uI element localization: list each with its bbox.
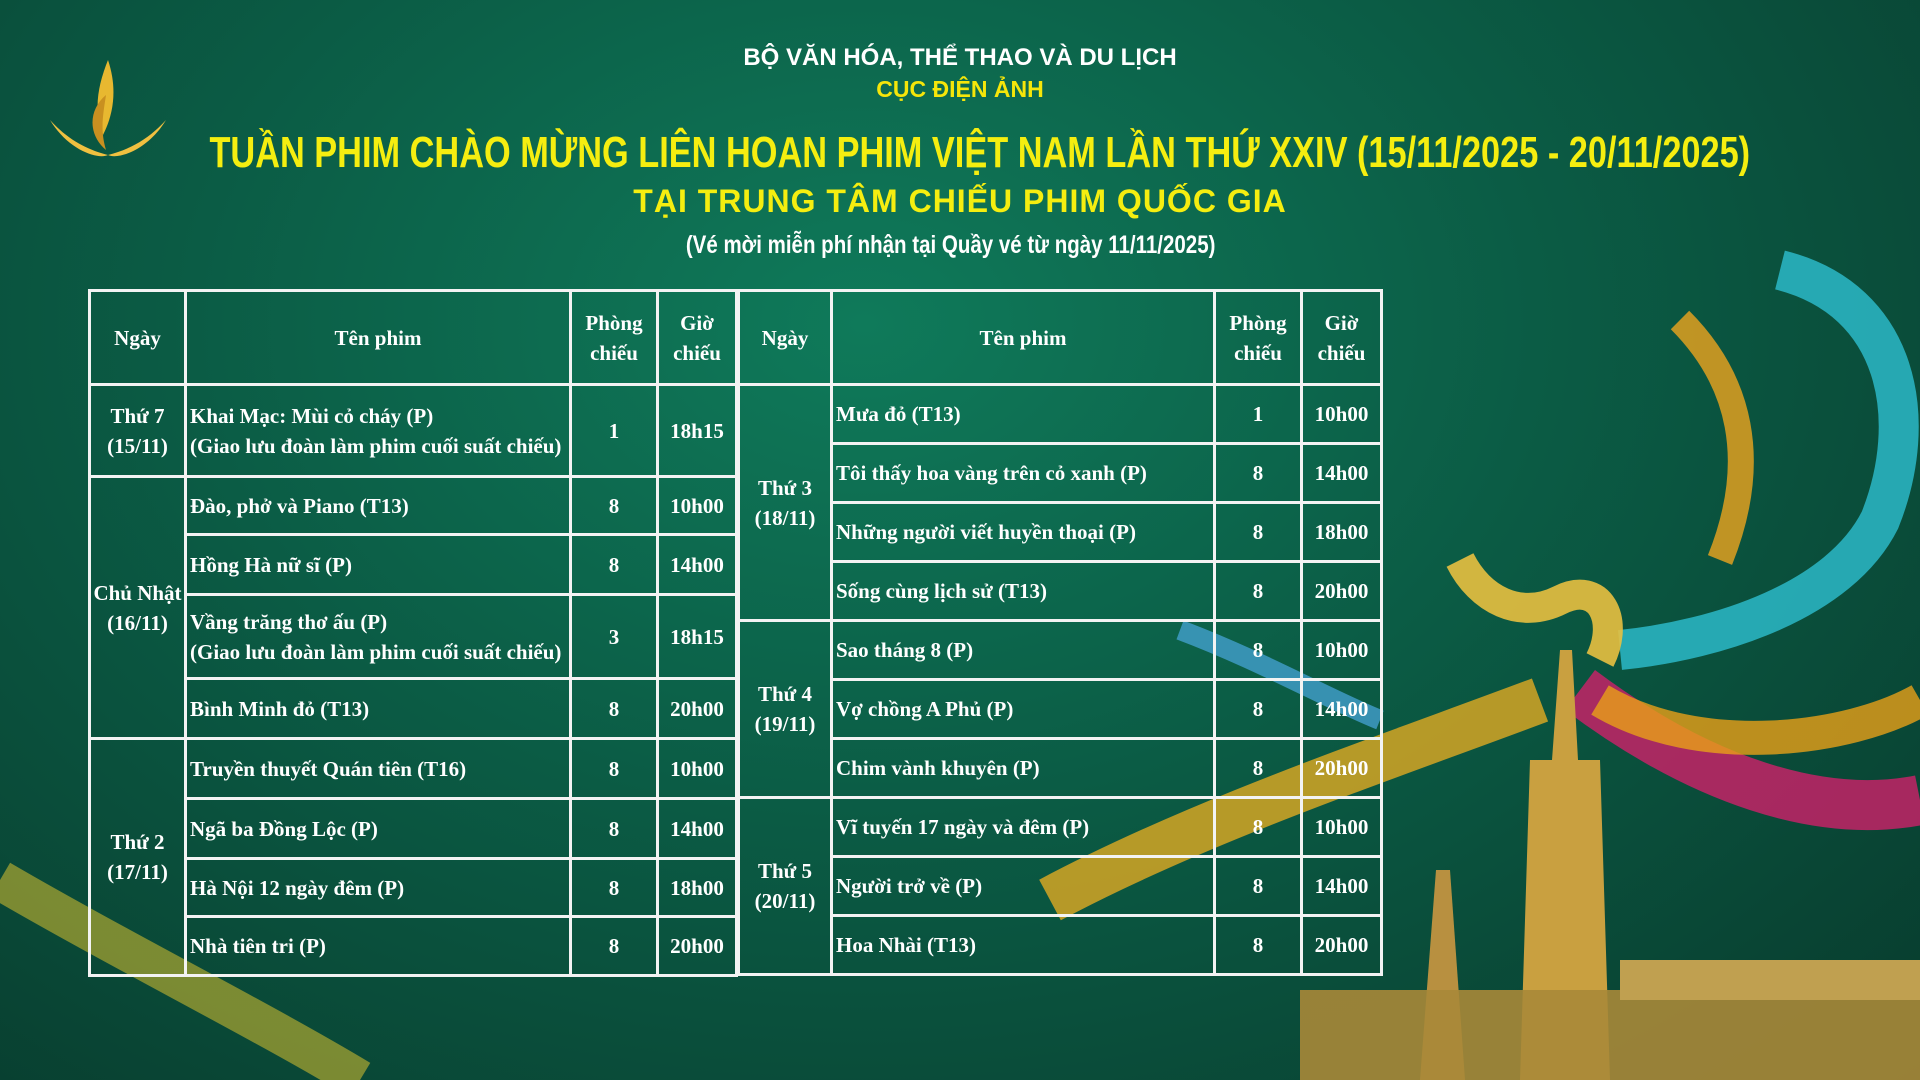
time-cell: 18h00 xyxy=(1302,503,1382,562)
room-cell: 8 xyxy=(1215,503,1302,562)
col-header-day: Ngày xyxy=(739,291,832,385)
page-title: TUẦN PHIM CHÀO MỪNG LIÊN HOAN PHIM VIỆT NAM LẦN THỨ XXIV (15/11/2025 - 20/11/2025) xyxy=(209,128,1751,177)
room-cell: 8 xyxy=(1215,444,1302,503)
film-name: Hà Nội 12 ngày đêm (P) xyxy=(190,875,405,900)
film-cell xyxy=(186,799,571,859)
film-name: Đào, phở và Piano (T13) xyxy=(190,493,409,518)
film-name: Khai Mạc: Mùi cỏ cháy (P) xyxy=(190,403,434,428)
room-cell: 8 xyxy=(1215,739,1302,798)
room-cell: 3 xyxy=(571,595,658,679)
table-row xyxy=(739,798,1382,857)
day-cell: Chủ Nhật (16/11) xyxy=(90,477,186,739)
time-cell: 10h00 xyxy=(658,477,737,535)
film-cell xyxy=(832,444,1215,503)
film-cell xyxy=(832,680,1215,739)
table-row xyxy=(739,385,1382,444)
time-cell: 20h00 xyxy=(1302,916,1382,975)
day-cell: Thứ 2 (17/11) xyxy=(90,739,186,976)
day-cell: Thứ 7 (15/11) xyxy=(90,385,186,477)
table-row xyxy=(739,444,1382,503)
film-note: (Giao lưu đoàn làm phim cuối suất chiếu) xyxy=(190,639,562,664)
venue-subtitle: TẠI TRUNG TÂM CHIẾU PHIM QUỐC GIA xyxy=(633,183,1287,219)
film-cell xyxy=(832,798,1215,857)
day-cell: Thứ 5 (20/11) xyxy=(739,798,832,975)
table-row xyxy=(739,857,1382,916)
room-cell: 8 xyxy=(571,679,658,739)
film-cell xyxy=(186,595,571,679)
table-row xyxy=(90,799,737,859)
ministry-name: BỘ VĂN HÓA, THỂ THAO VÀ DU LỊCH xyxy=(743,44,1177,71)
time-cell: 10h00 xyxy=(658,739,737,799)
film-name: Hồng Hà nữ sĩ (P) xyxy=(190,552,352,577)
film-cell xyxy=(832,857,1215,916)
col-header-time: Giờ chiếu xyxy=(658,291,737,385)
col-header-film: Tên phim xyxy=(186,291,571,385)
film-cell xyxy=(186,739,571,799)
table-row xyxy=(739,680,1382,739)
schedule-table-left xyxy=(88,289,738,977)
film-cell xyxy=(832,562,1215,621)
film-note: (Giao lưu đoàn làm phim cuối suất chiếu) xyxy=(190,433,562,458)
time-cell: 10h00 xyxy=(1302,385,1382,444)
time-cell: 20h00 xyxy=(658,917,737,976)
table-row xyxy=(90,859,737,917)
room-cell: 8 xyxy=(571,917,658,976)
table-row xyxy=(739,562,1382,621)
table-row xyxy=(739,503,1382,562)
col-header-time: Giờ chiếu xyxy=(1302,291,1382,385)
film-name: Truyền thuyết Quán tiên (T16) xyxy=(190,756,467,781)
room-cell: 8 xyxy=(1215,916,1302,975)
film-cell xyxy=(186,917,571,976)
film-name: Sống cùng lịch sử (T13) xyxy=(836,579,1047,603)
film-cell xyxy=(832,916,1215,975)
table-row xyxy=(90,385,737,477)
film-name: Ngã ba Đồng Lộc (P) xyxy=(190,816,378,841)
table-row xyxy=(90,477,737,535)
schedule-table-right xyxy=(737,289,1383,976)
room-cell: 1 xyxy=(1215,385,1302,444)
table-row xyxy=(90,679,737,739)
time-cell: 14h00 xyxy=(1302,444,1382,503)
time-cell: 14h00 xyxy=(658,535,737,595)
film-name: Mưa đỏ (T13) xyxy=(836,402,961,426)
col-header-room: Phòng chiếu xyxy=(1215,291,1302,385)
ticket-note: (Vé mời miễn phí nhận tại Quầy vé từ ngày 11/11/2025) xyxy=(685,231,1216,259)
time-cell: 20h00 xyxy=(1302,739,1382,798)
room-cell: 8 xyxy=(571,477,658,535)
department-name: CỤC ĐIỆN ẢNH xyxy=(876,76,1044,102)
time-cell: 14h00 xyxy=(1302,857,1382,916)
time-cell: 18h15 xyxy=(658,385,737,477)
time-cell: 10h00 xyxy=(1302,798,1382,857)
time-cell: 14h00 xyxy=(1302,680,1382,739)
film-name: Vĩ tuyến 17 ngày và đêm (P) xyxy=(836,815,1090,839)
table-row xyxy=(739,621,1382,680)
table-row xyxy=(90,917,737,976)
time-cell: 18h00 xyxy=(658,859,737,917)
table-row xyxy=(90,739,737,799)
film-cell xyxy=(832,503,1215,562)
film-name: Chim vành khuyên (P) xyxy=(836,756,1040,780)
time-cell: 20h00 xyxy=(1302,562,1382,621)
room-cell: 8 xyxy=(1215,562,1302,621)
time-cell: 20h00 xyxy=(658,679,737,739)
room-cell: 8 xyxy=(1215,798,1302,857)
col-header-room: Phòng chiếu xyxy=(571,291,658,385)
table-row xyxy=(90,535,737,595)
film-cell xyxy=(186,679,571,739)
table-row xyxy=(739,916,1382,975)
film-name: Những người viết huyền thoại (P) xyxy=(836,520,1136,544)
film-name: Người trở về (P) xyxy=(836,874,983,898)
film-cell xyxy=(186,859,571,917)
room-cell: 8 xyxy=(1215,680,1302,739)
film-cell xyxy=(832,385,1215,444)
film-name: Vợ chồng A Phủ (P) xyxy=(836,697,1014,721)
time-cell: 10h00 xyxy=(1302,621,1382,680)
film-name: Tôi thấy hoa vàng trên cỏ xanh (P) xyxy=(836,461,1147,485)
film-name: Vầng trăng thơ ấu (P) xyxy=(190,609,388,634)
time-cell: 18h15 xyxy=(658,595,737,679)
film-name: Hoa Nhài (T13) xyxy=(836,933,977,957)
room-cell: 8 xyxy=(571,799,658,859)
col-header-film: Tên phim xyxy=(832,291,1215,385)
film-cell xyxy=(186,385,571,477)
col-header-day: Ngày xyxy=(90,291,186,385)
film-cell xyxy=(186,535,571,595)
day-cell: Thứ 3 (18/11) xyxy=(739,385,832,621)
room-cell: 8 xyxy=(571,535,658,595)
table-row xyxy=(90,595,737,679)
film-cell xyxy=(186,477,571,535)
time-cell: 14h00 xyxy=(658,799,737,859)
film-cell xyxy=(832,739,1215,798)
film-name: Nhà tiên tri (P) xyxy=(190,934,326,958)
day-cell: Thứ 4 (19/11) xyxy=(739,621,832,798)
film-name: Sao tháng 8 (P) xyxy=(836,638,974,662)
room-cell: 8 xyxy=(571,859,658,917)
room-cell: 8 xyxy=(1215,857,1302,916)
room-cell: 8 xyxy=(571,739,658,799)
room-cell: 8 xyxy=(1215,621,1302,680)
film-cell xyxy=(832,621,1215,680)
room-cell: 1 xyxy=(571,385,658,477)
film-name: Bình Minh đỏ (T13) xyxy=(190,696,370,721)
table-row xyxy=(739,739,1382,798)
